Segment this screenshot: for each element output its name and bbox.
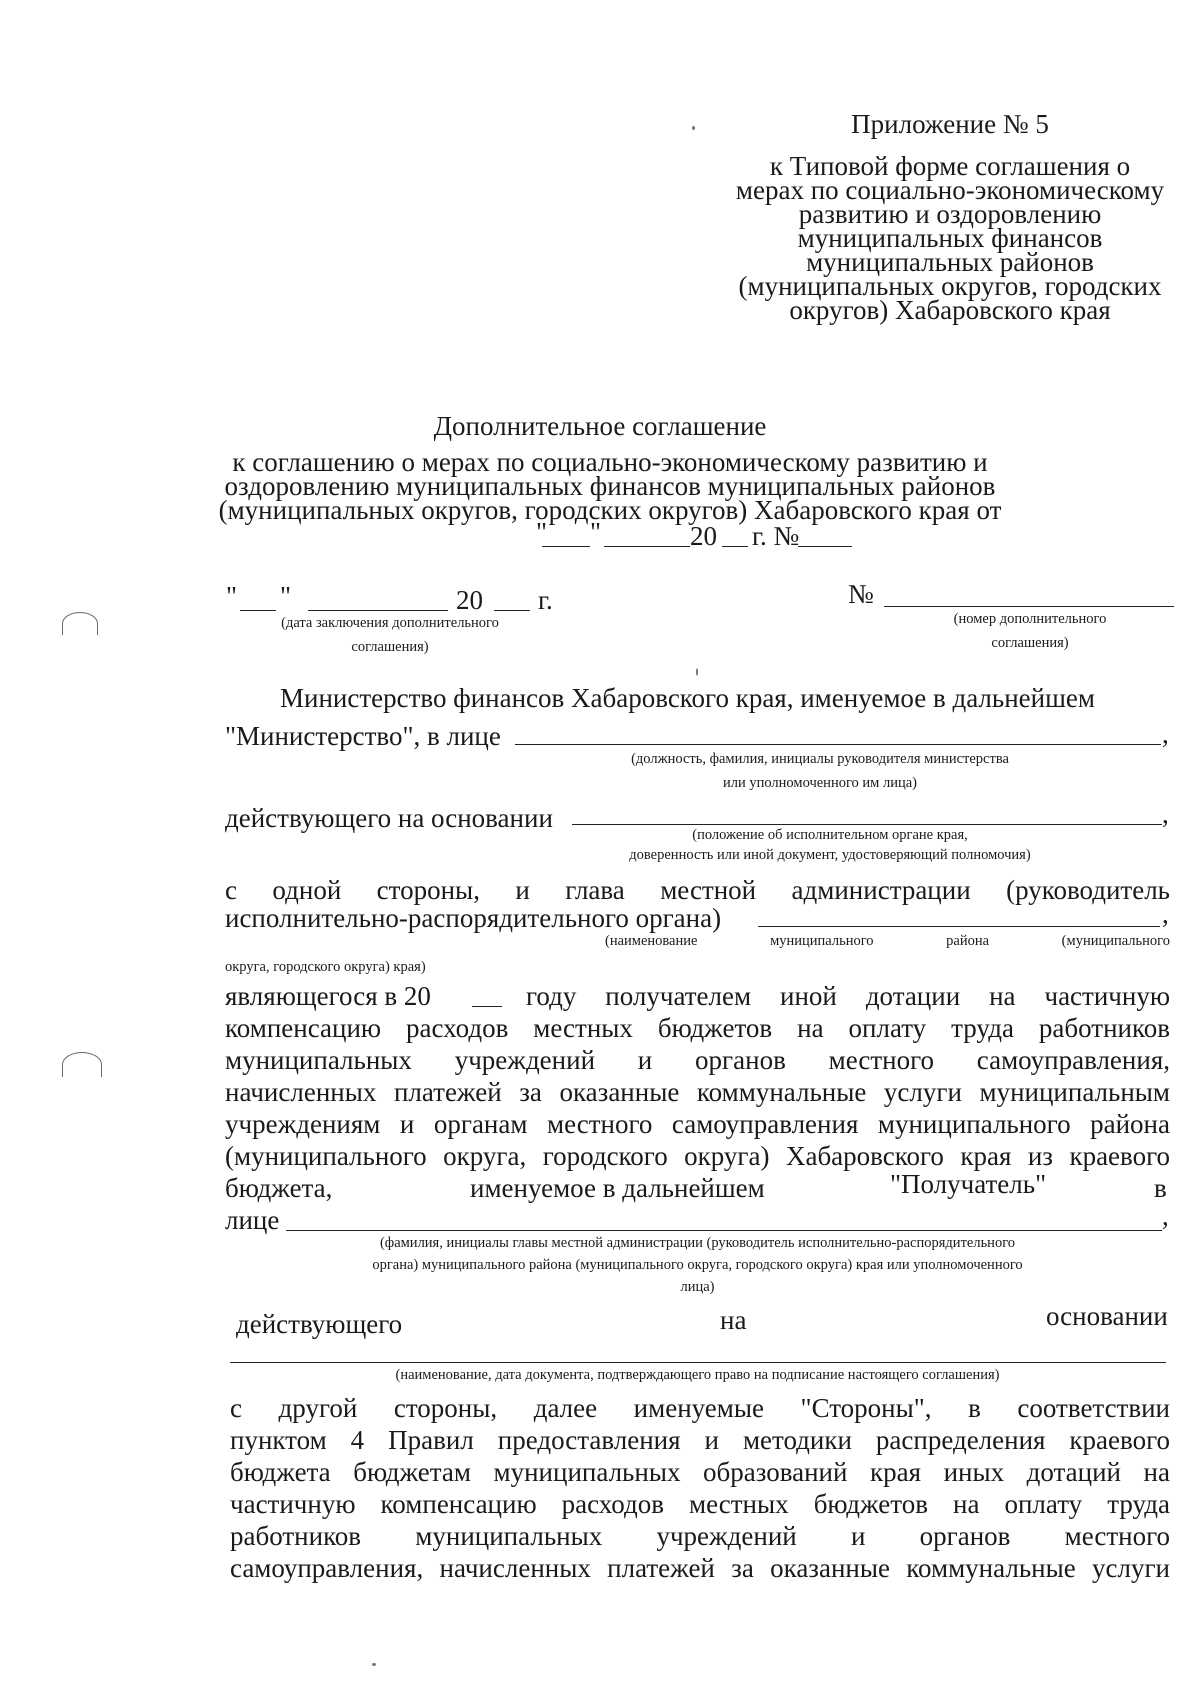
comma: , — [1162, 1201, 1169, 1231]
heading-line: (муниципальных округов, городских округов) Хабаровского края от — [218, 495, 1002, 525]
body-line: Министерство финансов Хабаровского края, именуемое в дальнейшем — [280, 683, 1095, 713]
caption: (положение об исполнительном органе края, — [692, 827, 968, 843]
date-caption: соглашения) — [351, 639, 429, 655]
basis-blank — [572, 824, 1162, 825]
body-line: работников муниципальных учреждений и органов местного — [230, 1521, 1170, 1551]
body-line: "Министерство", в лице — [225, 721, 501, 751]
body-line: с другой стороны, далее именуемые "Стороны", в соответствии — [230, 1393, 1170, 1423]
date-month-blank — [308, 610, 448, 611]
body-word: именуемое в дальнейшем — [470, 1173, 765, 1203]
heading-date-day-blank — [542, 546, 590, 547]
date-quote-close: " — [280, 581, 292, 611]
appendix-line: муниципальных районов — [806, 247, 1094, 277]
heading-date-year-blank — [722, 546, 748, 547]
number-caption: (номер дополнительного — [953, 611, 1107, 627]
caption: доверенность или иной документ, удостоверяющий полномочия) — [629, 847, 1031, 863]
date-year-blank — [494, 610, 530, 611]
heading-number-blank — [798, 546, 852, 547]
scan-speck — [692, 126, 695, 130]
body-line: лице — [225, 1205, 280, 1235]
comma: , — [1162, 799, 1169, 829]
body-line: (муниципального округа, городского округа) Хабаровского края из краевого — [225, 1141, 1170, 1171]
caption: (наименование муниципального района (муниципального — [605, 933, 1170, 949]
caption: органа) муниципального района (муниципального округа, городского округа) края или уполномоченного — [372, 1257, 1023, 1273]
appendix-line: к Типовой форме соглашения о — [769, 151, 1131, 181]
body-line: частичную компенсацию расходов местных бюджетов на оплату труда — [230, 1489, 1170, 1519]
body-line: действующего на основании — [225, 803, 553, 833]
scan-speck — [696, 668, 698, 676]
caption: округа, городского округа) края) — [225, 959, 426, 975]
body-word: "Получатель" — [890, 1169, 1047, 1199]
heading-date-year: 20 — [690, 521, 717, 551]
head-name-blank — [286, 1230, 1162, 1231]
appendix-line: (муниципальных округов, городских — [738, 271, 1162, 301]
body-line: исполнительно-распорядительного органа) — [225, 903, 722, 933]
body-word: в — [1154, 1173, 1167, 1203]
heading-date-quote-close: " — [590, 517, 602, 547]
caption: (наименование, дата документа, подтверждающего право на подписание настоящего соглашения) — [395, 1367, 1000, 1383]
body-line: муниципальных учреждений и органов местного самоуправления, — [225, 1045, 1170, 1075]
number-blank — [884, 606, 1174, 607]
body-word: бюджета, — [225, 1173, 333, 1203]
appendix-line: развитию и оздоровлению — [798, 199, 1102, 229]
representative-blank — [515, 744, 1161, 745]
body-line: компенсацию расходов местных бюджетов на оплату труда работников — [225, 1013, 1170, 1043]
caption: или уполномоченного им лица) — [722, 775, 917, 791]
comma: , — [1162, 899, 1169, 929]
body-line: начисленных платежей за оказанные коммунальные услуги муниципальным — [225, 1077, 1170, 1107]
document-title: Дополнительное соглашение — [433, 411, 767, 441]
caption: (фамилия, инициалы главы местной администрации (руководитель исполнительно-распорядительного — [379, 1235, 1016, 1251]
hole-punch-mark-bottom — [62, 1052, 102, 1077]
body-line: пунктом 4 Правил предоставления и методики распределения краевого — [230, 1425, 1170, 1455]
date-suffix: г. — [538, 585, 553, 615]
date-caption: (дата заключения дополнительного — [281, 615, 499, 631]
caption: (должность, фамилия, инициалы руководителя министерства — [631, 751, 1009, 767]
body-line: с одной стороны, и глава местной администрации (руководитель — [225, 875, 1170, 905]
comma: , — [1162, 719, 1169, 749]
body-line: учреждениям и органам местного самоуправления муниципального района — [225, 1109, 1170, 1139]
heading-line: оздоровлению муниципальных финансов муниципальных районов — [224, 471, 996, 501]
heading-date-month-blank — [604, 546, 690, 547]
body-word: основании — [1046, 1301, 1168, 1331]
date-day-blank — [240, 610, 276, 611]
body-line: самоуправления, начисленных платежей за оказанные коммунальные услуги — [230, 1553, 1170, 1583]
date-year: 20 — [456, 585, 483, 615]
scan-speck — [372, 1663, 376, 1666]
heading-date-quote-open: " — [536, 517, 548, 547]
body-word: действующего — [236, 1309, 403, 1339]
appendix-line: мерах по социально-экономическому — [735, 175, 1165, 205]
caption: лица) — [680, 1279, 715, 1295]
body-line: бюджета бюджетам муниципальных образований края иных дотаций на — [230, 1457, 1170, 1487]
year-blank — [472, 1006, 502, 1007]
body-line: являющегося в 20 — [225, 981, 431, 1011]
body-word: на — [720, 1305, 747, 1335]
municipality-blank — [758, 926, 1160, 927]
date-quote-open: " — [226, 581, 238, 611]
appendix-line: муниципальных финансов — [797, 223, 1103, 253]
heading-line: к соглашению о мерах по социально-экономическому развитию и — [232, 447, 988, 477]
appendix-line: округов) Хабаровского края — [789, 295, 1111, 325]
hole-punch-mark-top — [62, 612, 98, 635]
authority-document-blank — [230, 1362, 1166, 1363]
number-caption: соглашения) — [991, 635, 1069, 651]
appendix-title: Приложение № 5 — [851, 109, 1049, 139]
heading-date-suffix: г. № — [752, 521, 800, 551]
body-line: году получателем иной дотации на частичную — [526, 981, 1170, 1011]
number-label: № — [848, 579, 874, 609]
